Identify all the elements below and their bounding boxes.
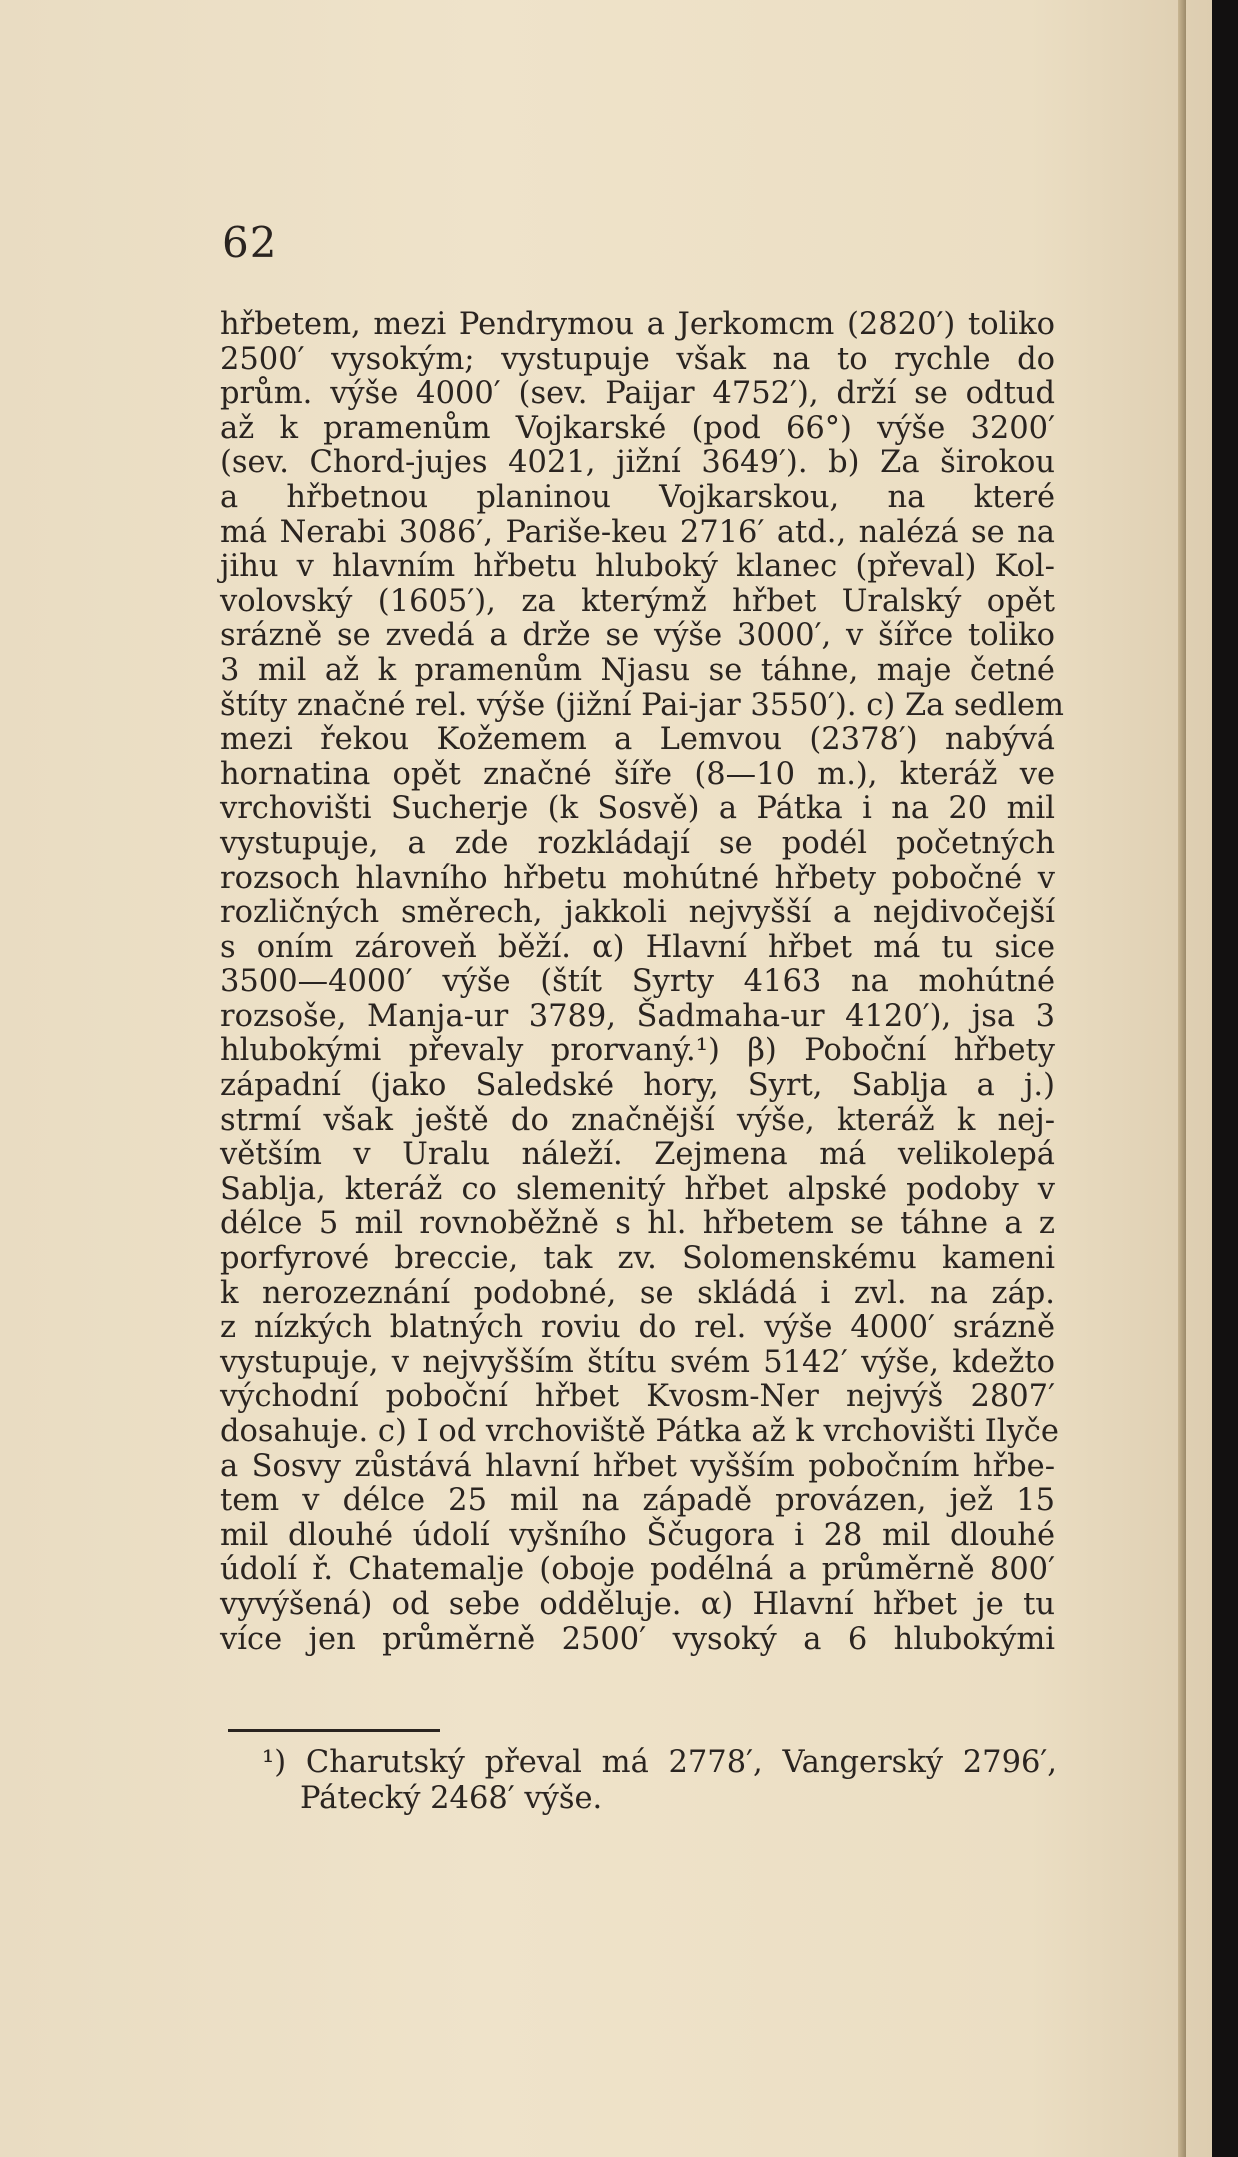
text-line: štíty značné rel. výše (jižní Pai-jar 3550′). c) Za sedlem (220, 687, 1064, 723)
text-line: větším v Uralu náleží. Zejmena má velikolepá (220, 1137, 1055, 1173)
text-line: a hřbetnou planinou Vojkarskou, na které (220, 479, 1055, 515)
text-line: jihu v hlavním hřbetu hluboký klanec (převal) Kol- (220, 549, 1055, 585)
text-line: východní poboční hřbet Kvosm-Ner nejvýš 2807′ (220, 1379, 1055, 1415)
body-text (220, 307, 1064, 1657)
text-line: více jen průměrně 2500′ vysoký a 6 hlubokými (220, 1621, 1055, 1657)
text-line: hřbetem, mezi Pendrymou a Jerkomcm (2820′) toliko (220, 307, 1055, 342)
text-line: strmí však ještě do značnější výše, kteráž k nej- (220, 1102, 1055, 1138)
text-line: a Sosvy zůstává hlavní hřbet vyšším pobočním hřbe- (220, 1448, 1055, 1484)
text-line: s oním zároveň běží. α) Hlavní hřbet má tu sice (220, 929, 1055, 965)
text-line: porfyrové breccie, tak zv. Solomenskému kameni (220, 1241, 1055, 1277)
text-line: hornatina opět značné šíře (8—10 m.), kteráž ve (220, 756, 1055, 792)
text-line: (sev. Chord-jujes 4021, jižní 3649′). b) Za širokou (220, 445, 1055, 481)
text-line: rozličných směrech, jakkoli nejvyšší a nejdivočejší (220, 895, 1055, 931)
text-line: západní (jako Saledské hory, Syrt, Sablja a j.) (220, 1068, 1055, 1104)
text-line: volovský (1605′), za kterýmž hřbet Uralský opět (220, 583, 1055, 619)
text-line: tem v délce 25 mil na západě provázen, jež 15 (220, 1483, 1055, 1519)
footnote-text: Charutský převal má 2778′, Vangerský 2796′, (305, 1745, 1057, 1780)
text-line: vystupuje, v nejvyšším štítu svém 5142′ výše, kdežto (220, 1344, 1055, 1380)
text-line: k nerozeznání podobné, se skládá i zvl. na záp. (220, 1275, 1055, 1311)
footnote-line-1 (262, 1745, 1057, 1781)
text-line: vyvýšená) od sebe odděluje. α) Hlavní hřbet je tu (220, 1586, 1055, 1622)
page-edge (1178, 0, 1186, 2157)
text-line: 2500′ vysokým; vystupuje však na to rychle do (220, 341, 1055, 377)
text-line: vystupuje, a zde rozkládají se podél početných (220, 825, 1055, 861)
text-line: údolí ř. Chatemalje (oboje podélná a průměrně 800′ (220, 1552, 1055, 1588)
text-line: délce 5 mil rovnoběžně s hl. hřbetem se táhne a z (220, 1206, 1055, 1242)
text-line: až k pramenům Vojkarské (pod 66°) výše 3200′ (220, 410, 1055, 446)
footnote-line-2: Pátecký 2468′ výše. (300, 1781, 603, 1816)
text-line: vrchovišti Sucherje (k Sosvě) a Pátka i na 20 mil (220, 791, 1055, 827)
footnote-marker: ¹) (262, 1745, 287, 1780)
text-line: srázně se zvedá a drže se výše 3000′, v šířce toliko (220, 618, 1055, 654)
page-number: 62 (222, 218, 278, 267)
text-line: hlubokými převaly prorvaný.¹) β) Poboční hřbety (220, 1033, 1055, 1069)
text-line: mil dlouhé údolí vyšního Ščugora i 28 mil dlouhé (220, 1517, 1055, 1553)
text-line: rozsoch hlavního hřbetu mohútné hřbety pobočné v (220, 860, 1055, 896)
text-line: má Nerabi 3086′, Pariše-keu 2716′ atd., nalézá se na (220, 514, 1055, 550)
text-line: prům. výše 4000′ (sev. Paijar 4752′), drží se odtud (220, 376, 1055, 412)
text-line: Sablja, kteráž co slemenitý hřbet alpské podoby v (220, 1171, 1055, 1207)
text-line: dosahuje. c) I od vrchoviště Pátka až k vrchovišti Ilyče (220, 1414, 1059, 1449)
footnote-divider (228, 1729, 440, 1732)
text-line: 3 mil až k pramenům Njasu se táhne, maje četné (220, 652, 1055, 688)
text-line: 3500—4000′ výše (štít Syrty 4163 na mohútné (220, 964, 1055, 1000)
book-spine (1212, 0, 1238, 2157)
text-line: z nízkých blatných roviu do rel. výše 4000′ srázně (220, 1310, 1055, 1346)
footnote (262, 1745, 1057, 1817)
text-line: rozsoše, Manja-ur 3789, Šadmaha-ur 4120′), jsa 3 (220, 998, 1055, 1034)
text-line: mezi řekou Kožemem a Lemvou (2378′) nabývá (220, 722, 1055, 758)
